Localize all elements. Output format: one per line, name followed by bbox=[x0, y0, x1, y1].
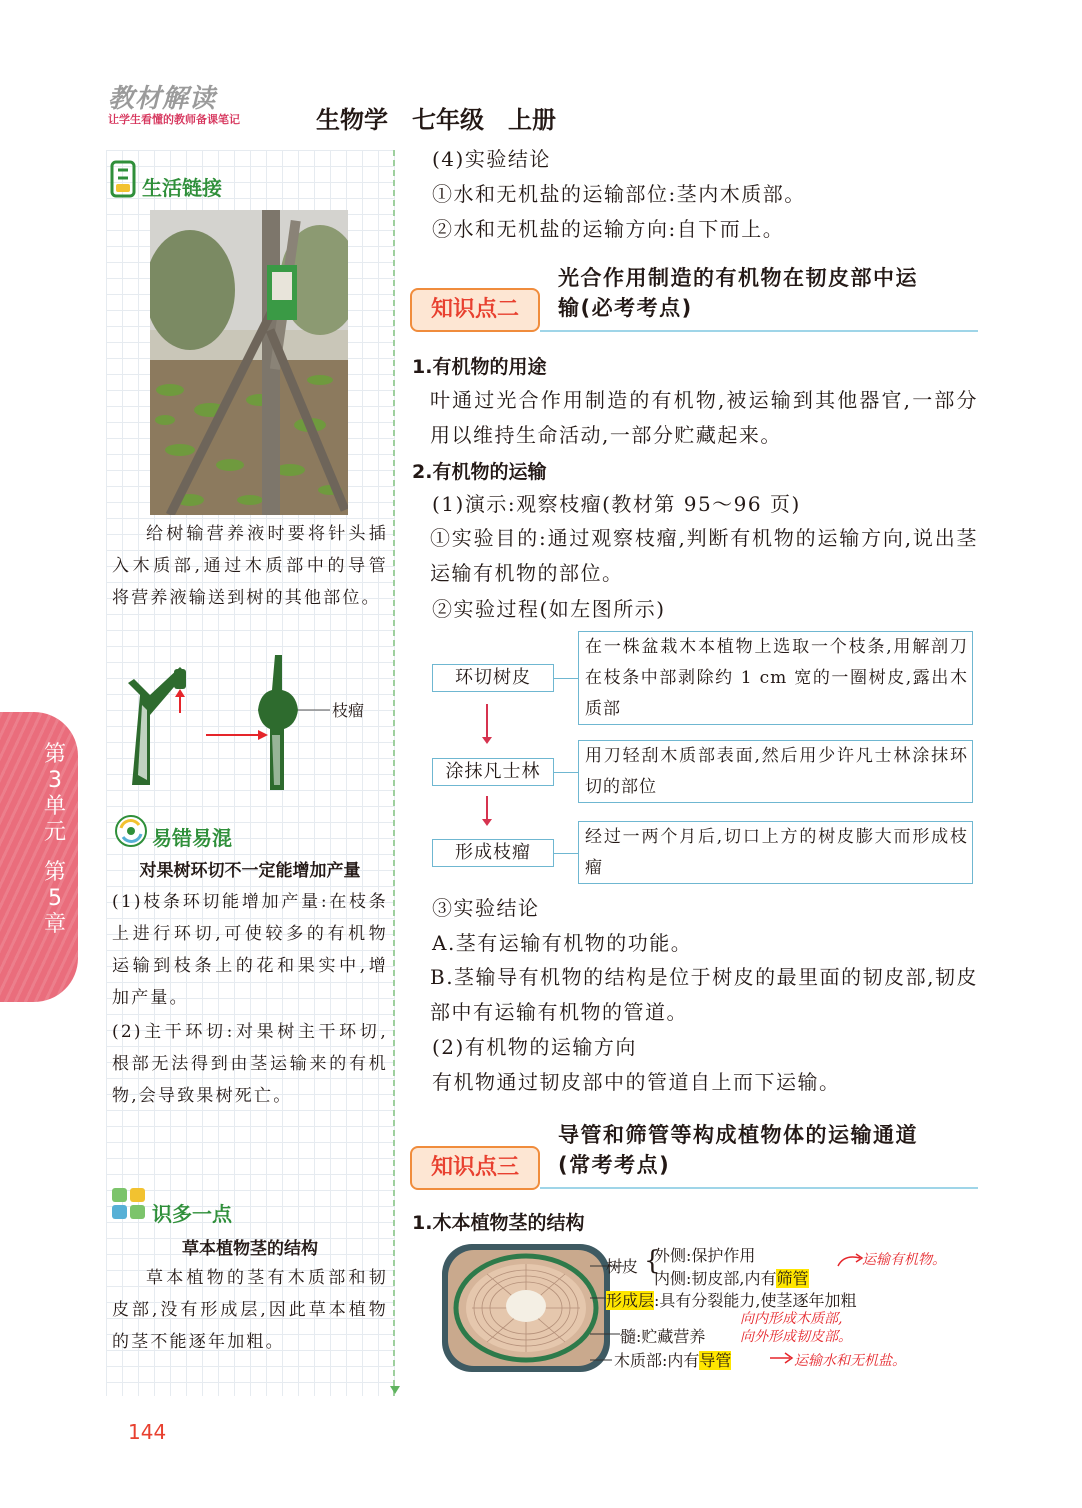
stem-bark-brace: { bbox=[644, 1246, 661, 1276]
confusion-para-2: (2)主干环切:对果树主干环切,根部无法得到由茎运输来的有机物,会导致果树死亡。 bbox=[112, 1022, 388, 1106]
stem-xylem: 木质部:内有导管 bbox=[614, 1351, 732, 1370]
flow-step-1-connector bbox=[554, 678, 578, 679]
branch-knot-label: 枝瘤 bbox=[332, 701, 365, 720]
tab-char: 第 bbox=[43, 742, 66, 767]
experiment-conclusion-a: A.茎有运输有机物的功能。 bbox=[432, 931, 693, 955]
flow-step-3-label: 形成枝瘤 bbox=[432, 839, 554, 867]
tab-char: 第 bbox=[43, 860, 66, 885]
knowledge-point-3-title-line-2: (常考考点) bbox=[558, 1153, 671, 1177]
flow-step-2-desc: 用刀轻刮木质部表面,然后用少许凡士林涂抹环切的部位 bbox=[578, 740, 973, 803]
tab-char: 元 bbox=[43, 820, 66, 845]
more-knowledge-subtitle: 草本植物茎的结构 bbox=[182, 1239, 318, 1259]
flow-step-2-connector bbox=[554, 772, 578, 773]
conclusion-line-1: ①水和无机盐的运输部位:茎内木质部。 bbox=[432, 182, 806, 206]
brand-logo-text: 教材解读 bbox=[108, 84, 217, 114]
handwritten-note-outward: 向外形成韧皮部。 bbox=[740, 1329, 852, 1345]
flow-step-2-label: 涂抹凡士林 bbox=[432, 758, 554, 786]
branch-girdling-diagram bbox=[120, 655, 380, 795]
vessel-highlight: 导管 bbox=[699, 1351, 732, 1370]
sieve-tube-highlight: 筛管 bbox=[776, 1269, 809, 1288]
tab-char: 单 bbox=[43, 794, 66, 819]
life-link-caption: 给树输营养液时要将针头插入木质部,通过木质部中的导管将营养液输送到树的其他部位。 bbox=[112, 524, 388, 608]
section-organic-use-heading: 1.有机物的用途 bbox=[412, 356, 547, 378]
knowledge-point-2-underline bbox=[540, 330, 978, 332]
transport-direction-text: 有机物通过韧皮部中的管道自上而下运输。 bbox=[432, 1070, 841, 1094]
stem-pith: 髓:贮藏营养 bbox=[620, 1327, 706, 1346]
book-stack-icon bbox=[110, 160, 138, 200]
knowledge-point-3-underline bbox=[540, 1187, 978, 1189]
book-title: 生物学 七年级 上册 bbox=[316, 106, 556, 134]
cambium-highlight: 形成层 bbox=[606, 1291, 655, 1310]
section-organic-use-text: 叶通过光合作用制造的有机物,被运输到其他器官,一部分用以维持生命活动,一部分贮藏起来。 bbox=[430, 388, 978, 447]
section-organic-transport-heading: 2.有机物的运输 bbox=[412, 461, 547, 483]
stem-bark-inner: 内侧:韧皮部,内有筛管 bbox=[654, 1269, 809, 1288]
chapter-tab-label bbox=[40, 742, 70, 938]
knowledge-point-2-title-line-1: 光合作用制造的有机物在韧皮部中运 bbox=[558, 266, 918, 290]
experiment-conclusion-b: B.茎输导有机物的结构是位于树皮的最里面的韧皮部,韧皮部中有运输有机物的管道。 bbox=[430, 965, 978, 1024]
flow-arrow-2 bbox=[486, 796, 488, 820]
conclusion-heading: (4)实验结论 bbox=[432, 147, 551, 171]
tab-char: 章 bbox=[43, 912, 66, 937]
life-link-heading: 生活链接 bbox=[142, 176, 222, 200]
flow-step-1-label: 环切树皮 bbox=[432, 664, 554, 692]
confusion-para-1: (1)枝条环切能增加产量:在枝条上进行环切,可使较多的有机物运输到枝条上的花和果实中,增加产量。 bbox=[112, 892, 388, 1008]
flow-step-3-connector bbox=[554, 853, 578, 854]
brand-slogan: 让学生看懂的教师备课笔记 bbox=[108, 113, 240, 126]
tab-char: 3 bbox=[48, 768, 62, 793]
handwritten-arrow-vessel bbox=[768, 1350, 794, 1366]
knowledge-point-3-badge: 知识点三 bbox=[410, 1146, 540, 1190]
flow-step-1-desc: 在一株盆栽木本植物上选取一个枝条,用解剖刀在枝条中部剥除约 1 cm 宽的一圈树皮,露出木质部 bbox=[578, 631, 973, 725]
flow-step-3-desc: 经过一两个月后,切口上方的树皮膨大而形成枝瘤 bbox=[578, 821, 973, 884]
conclusion-line-2: ②水和无机盐的运输方向:自下而上。 bbox=[432, 217, 785, 241]
confusion-subtitle: 对果树环切不一定能增加产量 bbox=[139, 861, 361, 881]
experiment-process-heading: ②实验过程(如左图所示) bbox=[432, 597, 666, 621]
flow-arrow-1 bbox=[486, 704, 488, 738]
handwritten-note-sieve: 运输有机物。 bbox=[862, 1252, 946, 1268]
stem-cambium: 形成层:具有分裂能力,使茎逐年加粗 bbox=[606, 1291, 857, 1310]
knowledge-point-2-title-line-2: 输(必考考点) bbox=[558, 296, 693, 320]
more-knowledge-heading: 识多一点 bbox=[152, 1202, 232, 1226]
stem-cross-section-diagram bbox=[442, 1244, 610, 1372]
tree-infusion-photo bbox=[150, 210, 348, 515]
experiment-conclusion-heading: ③实验结论 bbox=[432, 896, 540, 920]
puzzle-blocks-icon bbox=[110, 1186, 148, 1222]
woody-stem-structure-heading: 1.木本植物茎的结构 bbox=[412, 1212, 585, 1234]
refresh-cycle-icon bbox=[114, 814, 148, 848]
handwritten-arrow-sieve bbox=[836, 1250, 864, 1270]
tab-char: 5 bbox=[48, 886, 62, 911]
page-number: 144 bbox=[128, 1420, 167, 1444]
stem-bark-outer: 外侧:保护作用 bbox=[654, 1246, 756, 1265]
handwritten-note-vessel: 运输水和无机盐。 bbox=[794, 1353, 906, 1369]
knowledge-point-2-badge: 知识点二 bbox=[410, 288, 540, 332]
more-knowledge-para: 草本植物的茎有木质部和韧皮部,没有形成层,因此草本植物的茎不能逐年加粗。 bbox=[112, 1268, 388, 1352]
handwritten-note-inward: 向内形成木质部, bbox=[740, 1311, 843, 1327]
continue-arrow-icon bbox=[390, 1386, 400, 1394]
stem-bark-label: 树皮 bbox=[606, 1257, 639, 1276]
confusion-heading: 易错易混 bbox=[152, 826, 232, 850]
experiment-purpose: ①实验目的:通过观察枝瘤,判断有机物的运输方向,说出茎运输有机物的部位。 bbox=[430, 526, 978, 585]
knowledge-point-3-title-line-1: 导管和筛管等构成植物体的运输通道 bbox=[558, 1123, 918, 1147]
demo-line: (1)演示:观察枝瘤(教材第 95～96 页) bbox=[432, 492, 801, 516]
transport-direction-heading: (2)有机物的运输方向 bbox=[432, 1035, 637, 1059]
